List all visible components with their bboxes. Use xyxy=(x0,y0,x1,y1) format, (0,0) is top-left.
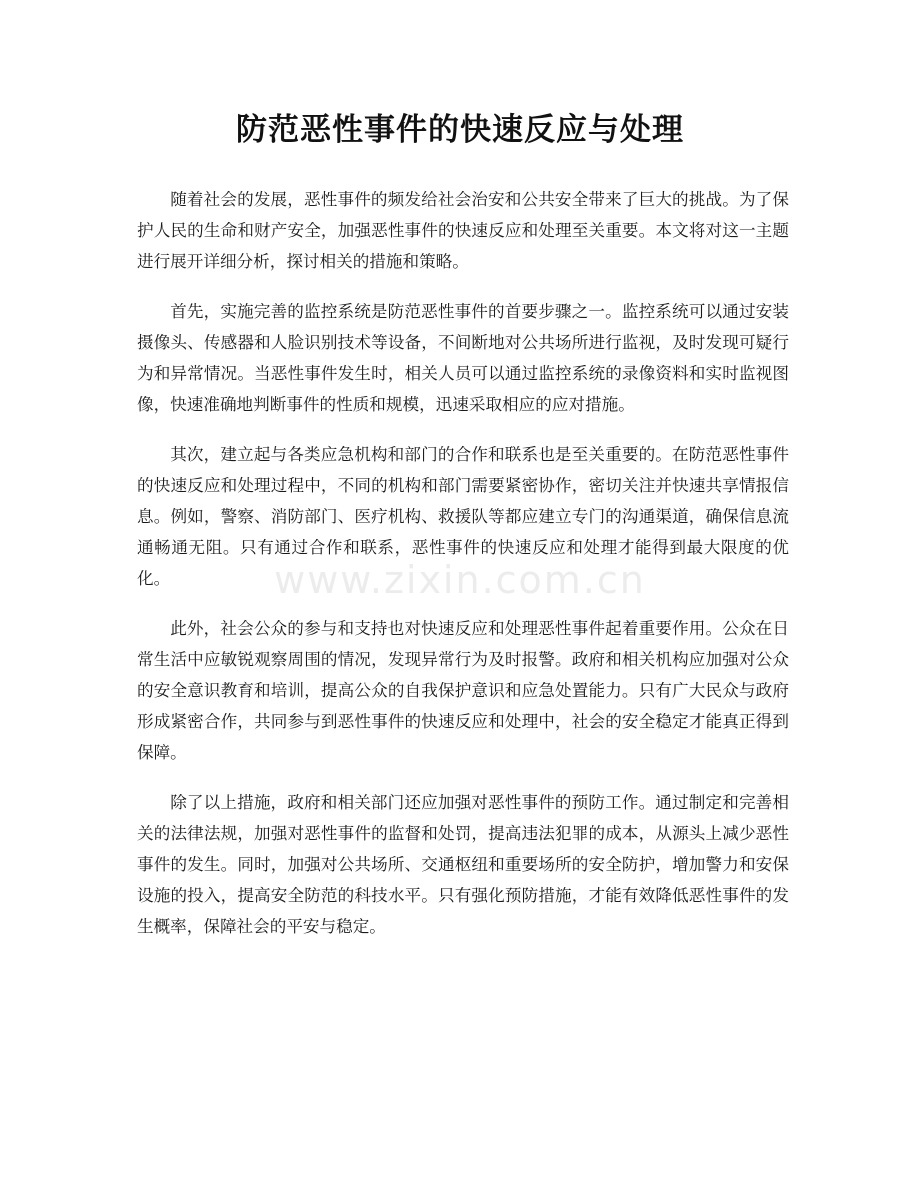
paragraph-1: 随着社会的发展，恶性事件的频发给社会治安和公共安全带来了巨大的挑战。为了保护人民的生命和财产安全，加强恶性事件的快速反应和处理至关重要。本文将对这一主题进行展开详细分析，探讨相关的措施和策略。 xyxy=(137,190,789,271)
document-body xyxy=(137,184,789,961)
paragraph-4: 此外，社会公众的参与和支持也对快速反应和处理恶性事件起着重要作用。公众在日常生活中应敏锐观察周围的情况，发现异常行为及时报警。政府和相关机构应加强对公众的安全意识教育和培训，提高公众的自我保护意识和应急处置能力。只有广大民众与政府形成紧密合作，共同参与到恶性事件的快速反应和处理中，社会的安全稳定才能真正得到保障。 xyxy=(137,619,789,762)
paragraph-3: 其次，建立起与各类应急机构和部门的合作和联系也是至关重要的。在防范恶性事件的快速反应和处理过程中，不同的机构和部门需要紧密协作，密切关注并快速共享情报信息。例如，警察、消防部门、医疗机构、救援队等都应建立专门的沟通渠道，确保信息流通畅通无阻。只有通过合作和联系，恶性事件的快速反应和处理才能得到最大限度的优化。 xyxy=(137,445,789,588)
paragraph-5: 除了以上措施，政府和相关部门还应加强对恶性事件的预防工作。通过制定和完善相关的法律法规，加强对恶性事件的监督和处罚，提高违法犯罪的成本，从源头上减少恶性事件的发生。同时，加强对公共场所、交通枢纽和重要场所的安全防护，增加警力和安保设施的投入，提高安全防范的科技水平。只有强化预防措施，才能有效降低恶性事件的发生概率，保障社会的平安与稳定。 xyxy=(137,793,789,936)
document-title: 防范恶性事件的快速反应与处理 xyxy=(236,112,684,148)
watermark-text: www.zixin.com.cn xyxy=(274,558,646,602)
paragraph-2: 首先，实施完善的监控系统是防范恶性事件的首要步骤之一。监控系统可以通过安装摄像头、传感器和人脸识别技术等设备，不间断地对公共场所进行监视，及时发现可疑行为和异常情况。当恶性事件发生时，相关人员可以通过监控系统的录像资料和实时监视图像，快速准确地判断事件的性质和规模，迅速采取相应的应对措施。 xyxy=(137,302,789,414)
